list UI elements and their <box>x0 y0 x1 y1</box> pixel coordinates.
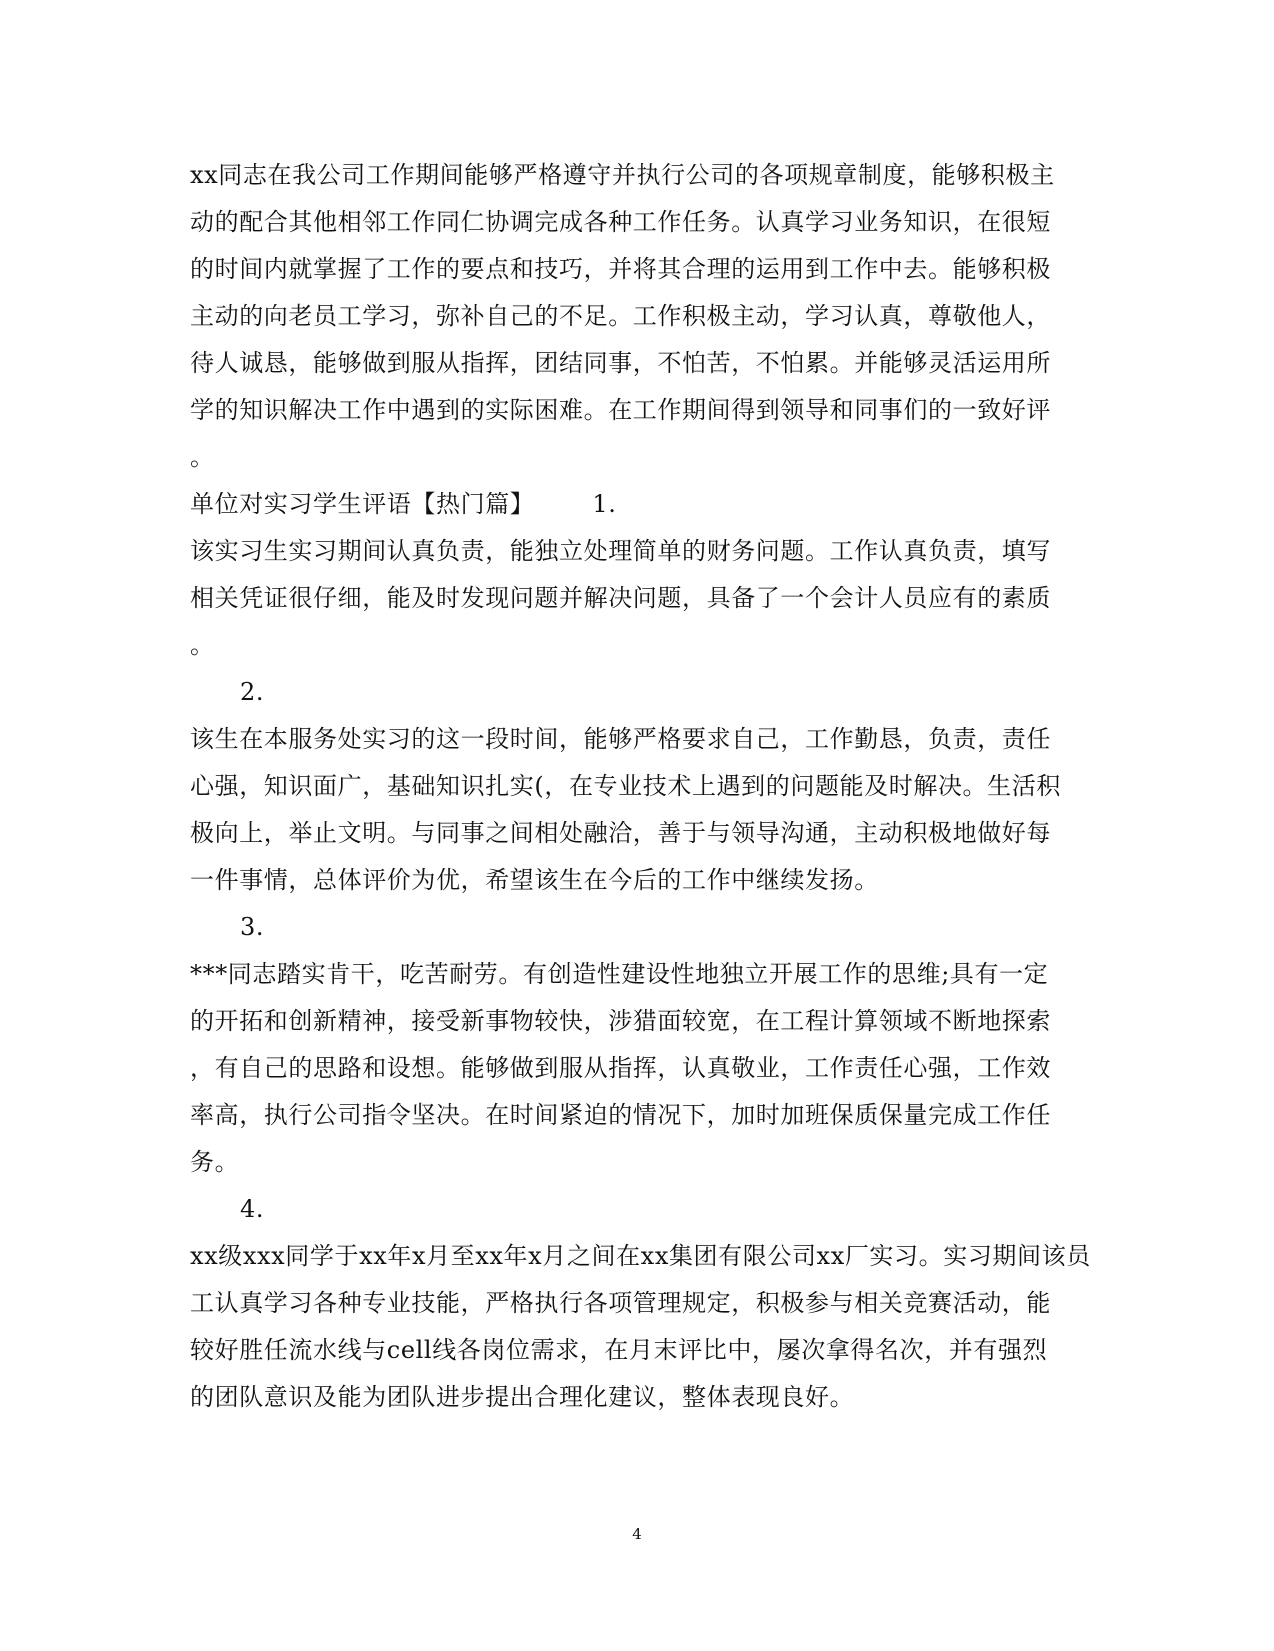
paragraph-line: 的时间内就掌握了工作的要点和技巧，并将其合理的运用到工作中去。能够积极 <box>190 255 1051 283</box>
paragraph-line: 务。 <box>190 1148 240 1176</box>
paragraph-line: xx级xxx同学于xx年x月至xx年x月之间在xx集团有限公司xx厂实习。实习期间该员 <box>190 1242 1091 1270</box>
paragraph-line: 主动的向老员工学习，弥补自己的不足。工作积极主动，学习认真，尊敬他人， <box>190 302 1051 330</box>
paragraph-line: 极向上，举止文明。与同事之间相处融洽，善于与领导沟通，主动积极地做好每 <box>190 819 1051 847</box>
paragraph-line: 动的配合其他相邻工作同仁协调完成各种工作任务。认真学习业务知识，在很短 <box>190 208 1051 236</box>
paragraph-line: 工认真学习各种专业技能，严格执行各项管理规定，积极参与相关竞赛活动，能 <box>190 1289 1051 1317</box>
paragraph-line: 相关凭证很仔细，能及时发现问题并解决问题，具备了一个会计人员应有的素质 <box>190 584 1051 612</box>
item-number: 4. <box>240 1195 265 1223</box>
paragraph-line: 较好胜任流水线与cell线各岗位需求，在月末评比中，屡次拿得名次，并有强烈 <box>190 1336 1048 1364</box>
paragraph-line: 学的知识解决工作中遇到的实际困难。在工作期间得到领导和同事们的一致好评 <box>190 396 1051 424</box>
paragraph-line: 心强，知识面广，基础知识扎实(，在专业技术上遇到的问题能及时解决。生活积 <box>190 772 1061 800</box>
paragraph-line: 一件事情，总体评价为优，希望该生在今后的工作中继续发扬。 <box>190 866 879 894</box>
paragraph-line: 的开拓和创新精神，接受新事物较快，涉猎面较宽，在工程计算领域不断地探索 <box>190 1007 1051 1035</box>
paragraph-line: 的团队意识及能为团队进步提出合理化建议，整体表现良好。 <box>190 1383 855 1411</box>
section-heading-title: 单位对实习学生评语【热门篇】 <box>190 490 535 518</box>
paragraph-line: 。 <box>190 631 215 659</box>
paragraph-line: 该实习生实习期间认真负责，能独立处理简单的财务问题。工作认真负责，填写 <box>190 537 1051 565</box>
paragraph-line: 率高，执行公司指令坚决。在时间紧迫的情况下，加时加班保质保量完成工作任 <box>190 1101 1051 1129</box>
item-number: 2. <box>240 678 265 706</box>
paragraph-line: 待人诚恳，能够做到服从指挥，团结同事，不怕苦，不怕累。并能够灵活运用所 <box>190 349 1051 377</box>
paragraph-line: xx同志在我公司工作期间能够严格遵守并执行公司的各项规章制度，能够积极主 <box>190 161 1055 189</box>
item-number: 3. <box>240 913 265 941</box>
page-number: 4 <box>632 1525 642 1543</box>
paragraph-line: ，有自己的思路和设想。能够做到服从指挥，认真敬业，工作责任心强，工作效 <box>190 1054 1051 1082</box>
paragraph-line: 。 <box>190 443 215 471</box>
section-heading-number: 1. <box>592 490 617 518</box>
paragraph-line: 该生在本服务处实习的这一段时间，能够严格要求自己，工作勤恳，负责，责任 <box>190 725 1051 753</box>
paragraph-line: ***同志踏实肯干，吃苦耐劳。有创造性建设性地独立开展工作的思维;具有一定 <box>190 960 1049 988</box>
section-heading <box>190 489 617 519</box>
